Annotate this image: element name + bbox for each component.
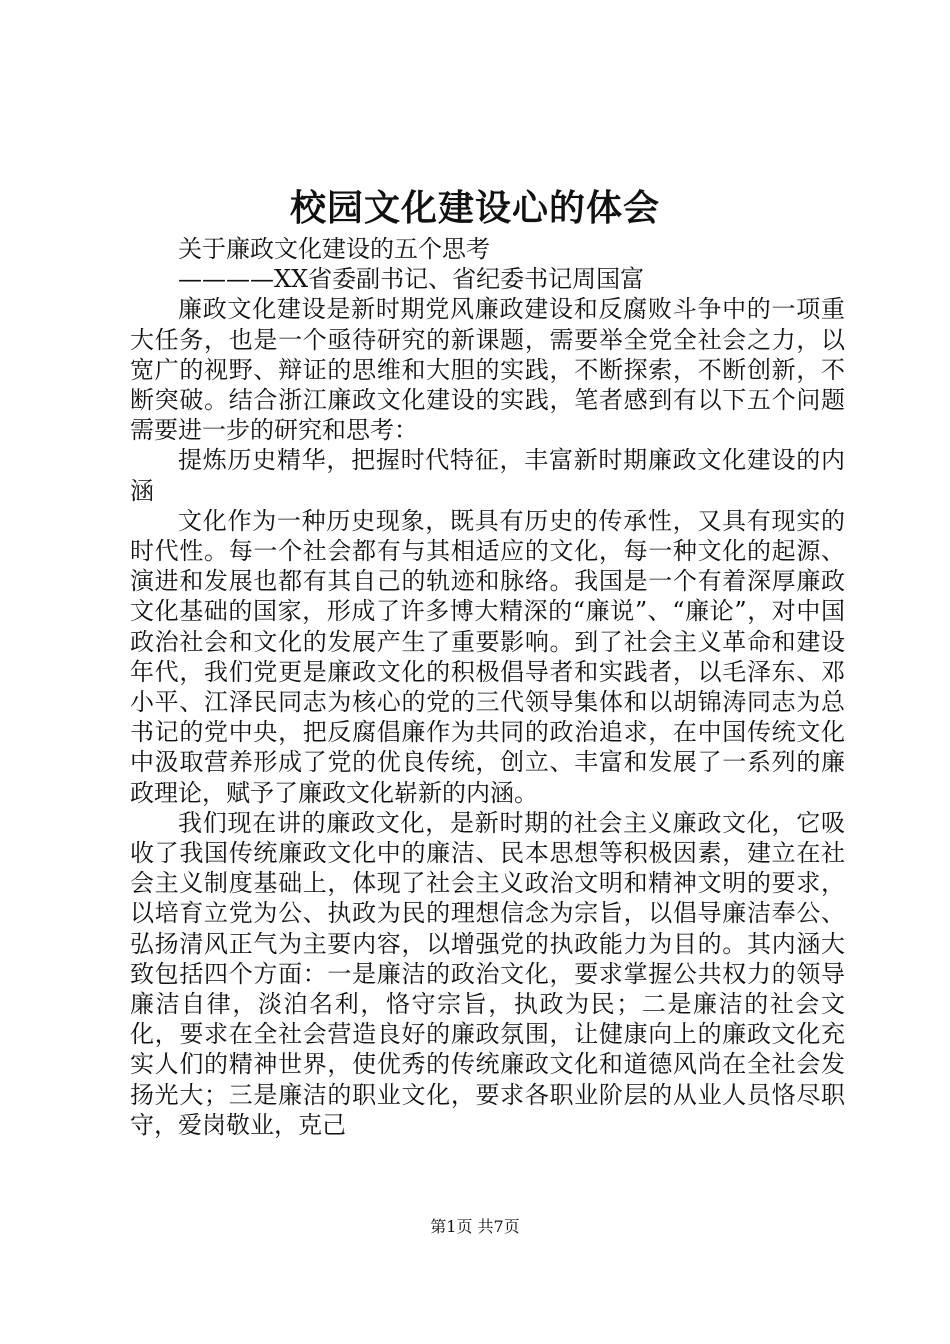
- body-paragraph: 文化作为一种历史现象，既具有历史的传承性，又具有现实的时代性。每一个社会都有与其相适应的文化，每一种文化的起源、演进和发展也都有其自己的轨迹和脉络。我国是一个有着深厚廉政文化基础的国家，形成了许多博大精深的“廉说”、“廉论”，对中国政治社会和文化的发展产生了重要影响。到了社会主义革命和建设年代，我们党更是廉政文化的积极倡导者和实践者，以毛泽东、邓小平、江泽民同志为核心的党的三代领导集体和以胡锦涛同志为总书记的党中央，把反腐倡廉作为共同的政治追求，在中国传统文化中汲取营养形成了党的优良传统，创立、丰富和发展了一系列的廉政理论，赋予了廉政文化崭新的内涵。: [130, 506, 845, 807]
- author-line: ————XX省委副书记、省纪委书记周国富: [178, 265, 645, 294]
- page-footer: 第1页 共7页: [430, 1217, 520, 1236]
- body-paragraph: 我们现在讲的廉政文化，是新时期的社会主义廉政文化，它吸收了我国传统廉政文化中的廉洁、民本思想等积极因素，建立在社会主义制度基础上，体现了社会主义政治文明和精神文明的要求，以培育立党为公、执政为民的理想信念为宗旨，以倡导廉洁奉公、弘扬清风正气为主要内容，以增强党的执政能力为目的。其内涵大致包括四个方面：一是廉洁的政治文化，要求掌握公共权力的领导廉洁自律，淡泊名利，恪守宗旨，执政为民；二是廉洁的社会文化，要求在全社会营造良好的廉政氛围，让健康向上的廉政文化充实人们的精神世界，使优秀的传统廉政文化和道德风尚在全社会发扬光大；三是廉洁的职业文化，要求各职业阶层的从业人员恪尽职守，爱岗敬业，克己: [130, 808, 845, 1139]
- section-heading-paragraph: 提炼历史精华，把握时代特征，丰富新时期廉政文化建设的内涵: [130, 446, 845, 505]
- document-title: 校园文化建设心的体会: [289, 187, 660, 229]
- subtitle-paragraph: 关于廉政文化建设的五个思考: [178, 235, 490, 263]
- document-body: [130, 234, 845, 1140]
- body-paragraph: 廉政文化建设是新时期党风廉政建设和反腐败斗争中的一项重大任务，也是一个亟待研究的新课题，需要举全党全社会之力，以宽广的视野、辩证的思维和大胆的实践，不断探索，不断创新，不断突破。结合浙江廉政文化建设的实践，笔者感到有以下五个问题需要进一步的研究和思考：: [130, 295, 845, 445]
